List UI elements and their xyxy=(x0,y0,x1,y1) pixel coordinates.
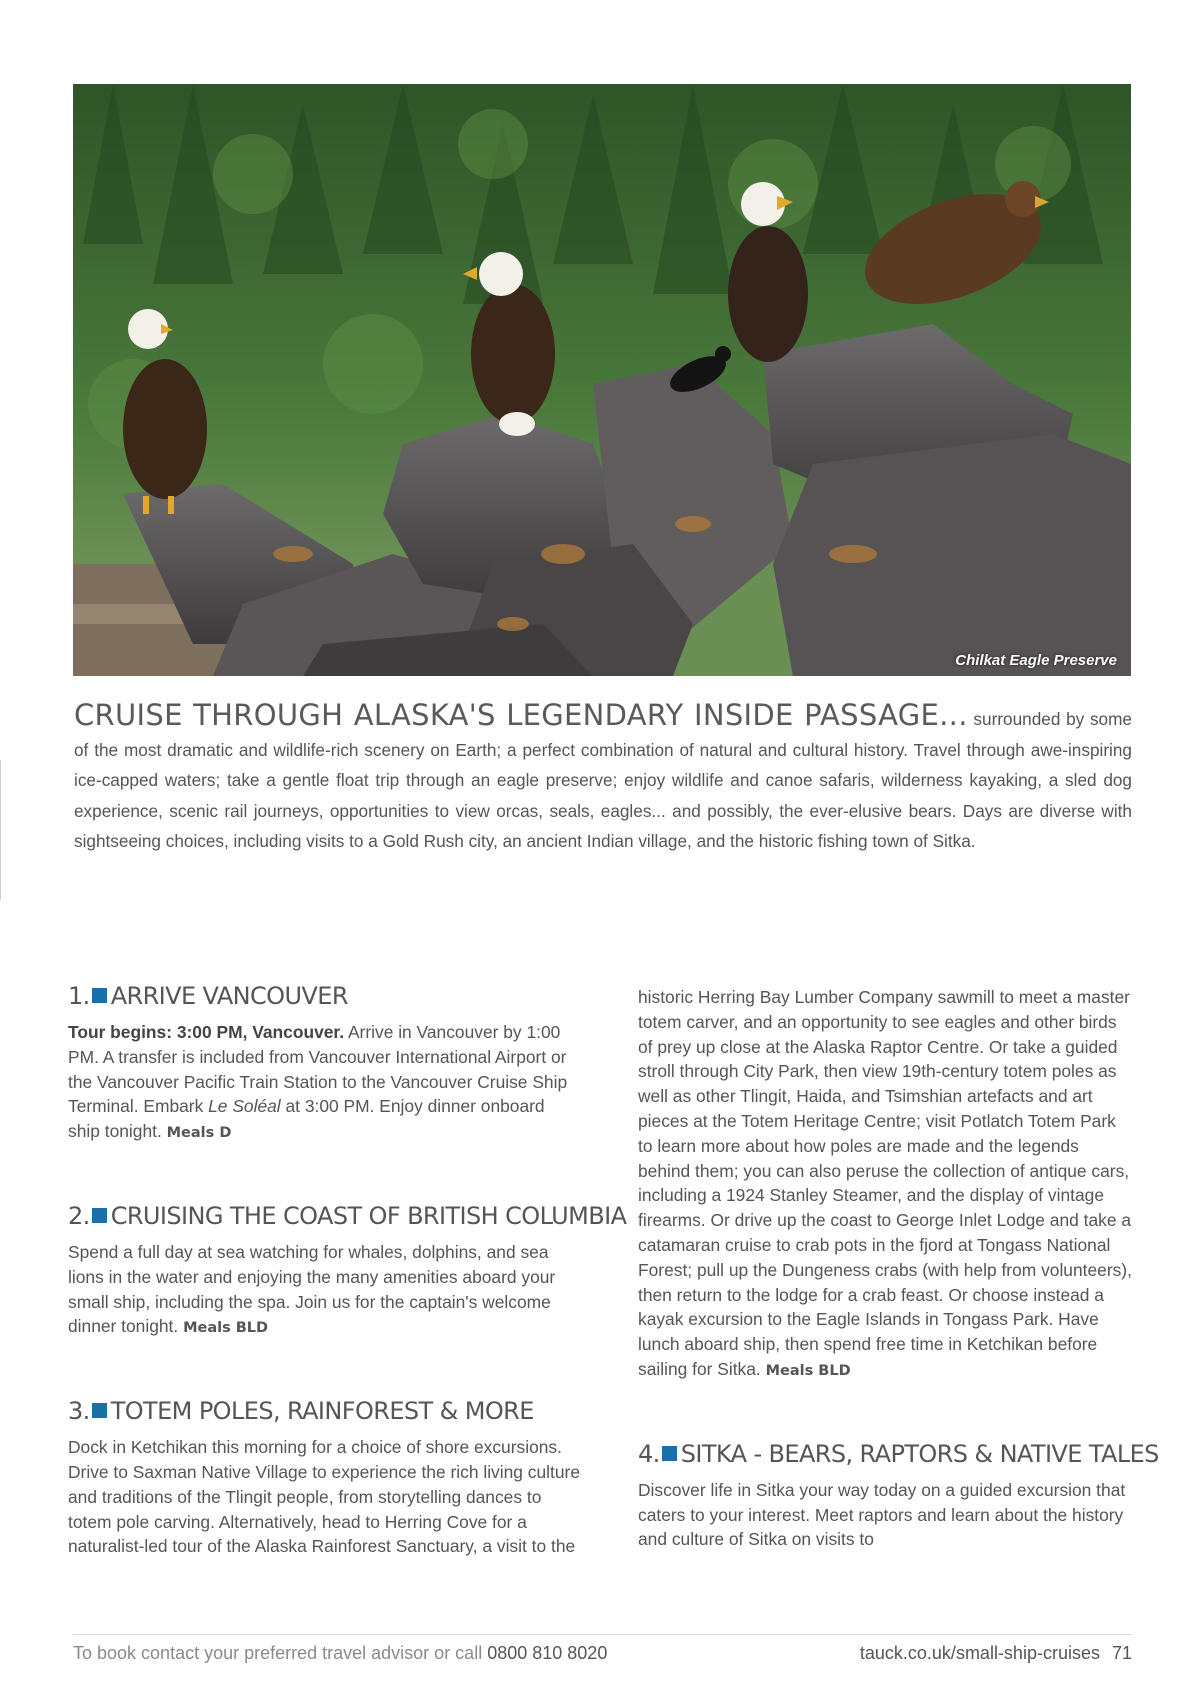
photo-caption: Chilkat Eagle Preserve xyxy=(955,652,1117,669)
footer-booking-text: To book contact your preferred travel advisor or call xyxy=(73,1643,488,1663)
day-1 xyxy=(68,982,580,1146)
day-title: SITKA - BEARS, RAPTORS & NATIVE TALES xyxy=(680,1439,1159,1468)
page-number: 71 xyxy=(1111,1643,1132,1663)
day-title: TOTEM POLES, RAINFOREST & MORE xyxy=(110,1397,534,1426)
square-bullet-icon xyxy=(92,1208,107,1223)
day-4 xyxy=(638,1439,1159,1552)
day-text: historic Herring Bay Lumber Company sawmill to meet a master totem carver, and an opportunity to see eagles and other birds of prey up close at the Alaska Raptor Centre. Or take a guided stroll through City Park, then view 19th-century totem poles as well as other Tlingit, Haida, and Tsimshian artefacts and art pieces at the Totem Heritage Centre; visit Potlatch Totem Park to learn more about how poles are made and the legends behind them; you can also peruse the collection of antique cars, including a 1924 Stanley Steamer, and the display of vintage firearms. Or drive up the coast to George Inlet Lodge and take a catamaran cruise to crab pots in the fjord at Tongass National Forest; pull up the Dungeness crabs (with help from volunteers), then return to the lodge for a crab feast. Or choose instead a kayak excursion to the Eagle Islands in Tongass Park. Have lunch aboard ship, then spend free time in Ketchikan before sailing for Sitka. xyxy=(638,987,1132,1379)
day-description xyxy=(638,1478,1134,1552)
day-heading xyxy=(68,982,580,1010)
day-number: 3. xyxy=(68,1397,90,1426)
day-number: 2. xyxy=(68,1201,90,1230)
day-title: ARRIVE VANCOUVER xyxy=(110,982,348,1010)
day-description xyxy=(68,1240,580,1341)
intro-lead: CRUISE THROUGH ALASKA'S LEGENDARY INSIDE PASSAGE... xyxy=(74,698,968,732)
meals-label: Meals BLD xyxy=(183,1320,269,1337)
day-description xyxy=(68,1020,580,1146)
day-description xyxy=(638,985,1134,1384)
day-heading xyxy=(68,1397,580,1425)
square-bullet-icon xyxy=(92,1403,107,1418)
square-bullet-icon xyxy=(92,988,107,1003)
day-title: CRUISING THE COAST OF BRITISH COLUMBIA xyxy=(110,1201,627,1230)
day-2 xyxy=(68,1201,627,1341)
footer-right xyxy=(860,1643,1132,1664)
eagles-on-rocks-illustration xyxy=(73,84,1131,676)
intro-paragraph xyxy=(74,700,1132,857)
footer-booking xyxy=(73,1643,607,1664)
day-text: Arrive in Vancouver by 1:00 PM. A transfer is included from Vancouver International Airport or the Vancouver Pacific Train Station to the Vancouver Cruise Ship Terminal. Embark xyxy=(68,1022,568,1117)
day-text: Spend a full day at sea watching for whales, dolphins, and sea lions in the water and enjoying the many amenities aboard your small ship, including the spa. Join us for the captain's welcome dinner tonight. xyxy=(68,1241,556,1337)
intro-body: surrounded by some of the most dramatic and wildlife-rich scenery on Earth; a perfect combination of natural and cultural history. Travel through awe-inspiring ice-capped waters; take a gentle float trip through an eagle preserve; enjoy wildlife and canoe safaris, wilderness kayaking, a sled dog experience, scenic rail journeys, opportunities to view orcas, seals, eagles... and possibly, the ever-elusive bears. Days are diverse with sightseeing choices, including visits to a Gold Rush city, an ancient Indian village, and the historic fishing town of Sitka. xyxy=(74,709,1132,851)
tour-begins: Tour begins: 3:00 PM, Vancouver. xyxy=(68,1022,345,1042)
ship-name: Le Soléal xyxy=(208,1096,281,1117)
square-bullet-icon xyxy=(662,1446,677,1461)
hero-photo xyxy=(73,84,1131,676)
website-link[interactable]: tauck.co.uk/small-ship-cruises xyxy=(859,1643,1100,1663)
day-text: Dock in Ketchikan this morning for a choice of shore excursions. Drive to Saxman Native Village to experience the rich living culture and traditions of the Tlingit people, from storytelling dances to totem pole carving. Alternatively, head to Herring Cove for a naturalist-led tour of the Alaska Rainforest Sanctuary, a visit to the xyxy=(68,1437,580,1557)
day-3 xyxy=(68,1397,580,1559)
itinerary-left-column xyxy=(68,982,627,1559)
day-text: at 3:00 PM. Enjoy dinner onboard ship tonight. xyxy=(68,1096,545,1142)
page-edge-mark xyxy=(0,760,1,900)
day-heading xyxy=(638,1439,1159,1468)
day-heading xyxy=(68,1201,627,1230)
itinerary-right-column xyxy=(638,985,1159,1552)
day-description xyxy=(68,1435,580,1559)
day-3-continued xyxy=(638,985,1134,1384)
meals-label: Meals D xyxy=(166,1125,232,1142)
phone-number[interactable]: 0800 810 8020 xyxy=(487,1643,608,1663)
day-number: 1. xyxy=(68,982,90,1010)
footer-divider xyxy=(73,1634,1132,1635)
day-text: Discover life in Sitka your way today on a guided excursion that caters to your interest. Meet raptors and learn about the history and culture of Sitka on visits to xyxy=(638,1479,1126,1550)
day-number: 4. xyxy=(638,1439,660,1468)
meals-label: Meals BLD xyxy=(765,1362,851,1379)
